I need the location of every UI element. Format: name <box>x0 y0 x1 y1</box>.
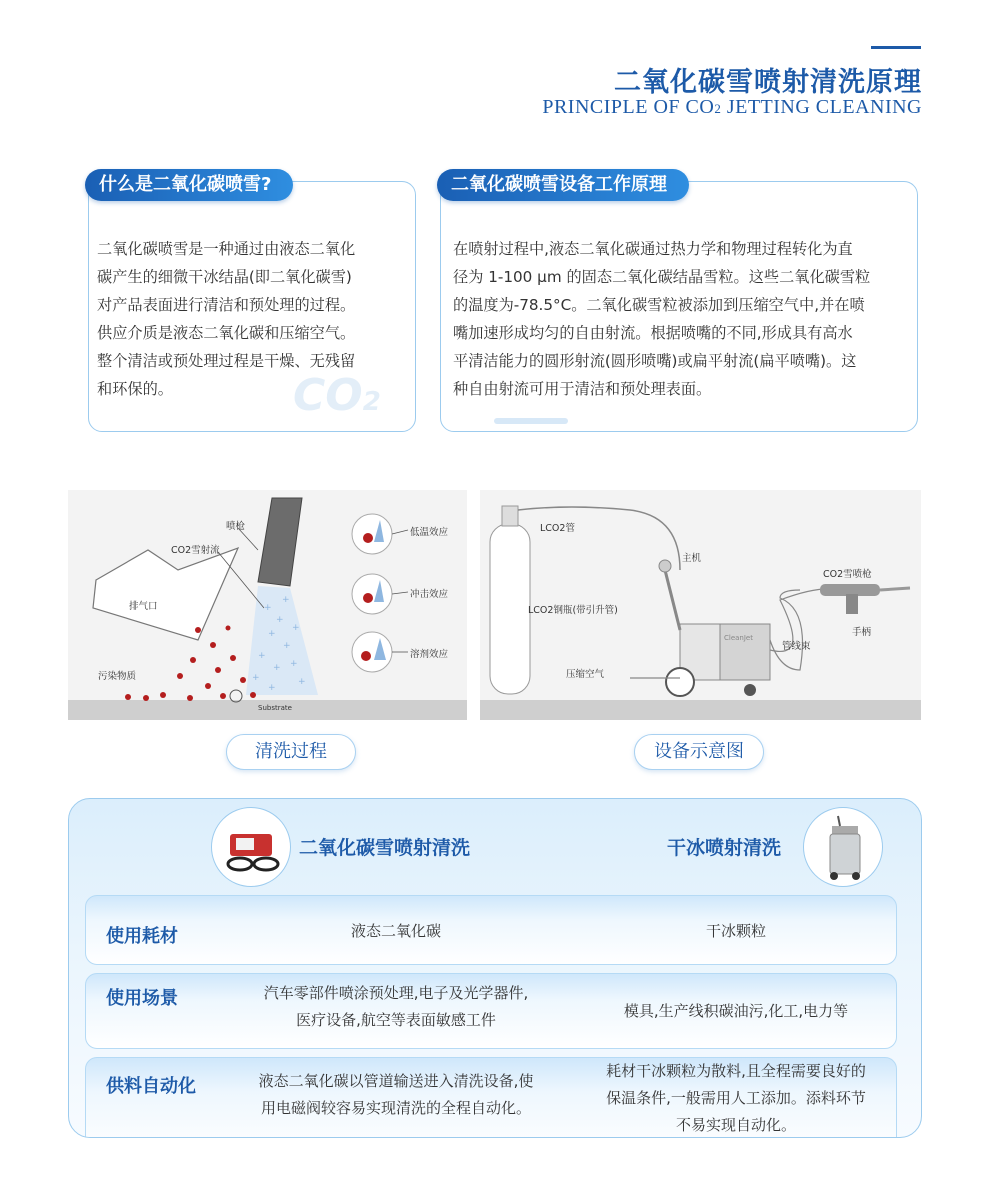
svg-text:+: + <box>276 615 284 625</box>
what-is-co2-snow-card <box>88 174 416 432</box>
text-line: 整个清洁或预处理过程是干燥、无残留 <box>97 352 356 370</box>
label-compressed-air: 压缩空气 <box>566 669 605 680</box>
text-line: 径为 1-100 μm 的固态二氧化碳结晶雪粒。这些二氧化碳雪粒 <box>453 268 871 286</box>
col2-title: 干冰喷射清洗 <box>667 837 782 859</box>
text-line: 在喷射过程中,液态二氧化碳通过热力学和物理过程转化为直 <box>453 240 853 258</box>
co2-machine-icon <box>212 808 291 887</box>
row-col2-text: 模具,生产线积碳油污,化工,电力等 <box>623 1002 849 1020</box>
label-host: 主机 <box>682 553 702 564</box>
row-col2-text: 耗材干冰颗粒为散料,且全程需要良好的 保温条件,一般需用人工添加。添料环节 不易实现自动化。 <box>606 1062 866 1134</box>
text-line: 种自由射流可用于清洁和预处理表面。 <box>453 380 712 398</box>
label-bundle: 管线束 <box>782 641 811 652</box>
label-cold-effect: 低温效应 <box>410 527 449 538</box>
row-label: 使用场景 <box>106 988 178 1009</box>
label-solvent-effect: 溶剂效应 <box>410 649 449 660</box>
card-tag: 什么是二氧化碳喷雪? <box>85 169 293 201</box>
label-contaminant: 污染物质 <box>98 671 137 682</box>
text-line: 供应介质是液态二氧化碳和压缩空气。 <box>97 324 356 342</box>
svg-text:+: + <box>268 683 276 693</box>
label-jet: CO2雪射流 <box>171 545 220 556</box>
co2-snow-machine-image <box>211 807 291 887</box>
label-exhaust: 排气口 <box>129 601 158 612</box>
card-tag: 二氧化碳喷雪设备工作原理 <box>437 169 689 201</box>
card-text <box>453 235 913 403</box>
svg-text:+: + <box>268 629 276 639</box>
equipment-diagram-caption: 设备示意图 <box>634 734 764 770</box>
comparison-panel <box>68 798 922 1138</box>
svg-text:+: + <box>298 677 306 687</box>
label-gun: CO2雪喷枪 <box>823 569 872 580</box>
svg-text:+: + <box>282 595 290 605</box>
text-line: 和环保的。 <box>97 380 173 398</box>
brand-text: CleanJet <box>724 634 753 642</box>
cleaning-process-caption: 清洗过程 <box>226 734 356 770</box>
svg-text:+: + <box>252 673 260 683</box>
title-accent-line <box>871 46 921 49</box>
text-line: 碳产生的细微干冰结晶(即二氧化碳雪) <box>97 268 352 286</box>
text-line: 对产品表面进行清洁和预处理的过程。 <box>97 296 356 314</box>
text-line: 的温度为-78.5°C。二氧化碳雪粒被添加到压缩空气中,并在喷 <box>453 296 865 314</box>
dry-ice-machine-icon <box>804 808 883 887</box>
subtitle-suffix: JETTING CLEANING <box>721 96 922 118</box>
comparison-row-consumable <box>85 895 897 965</box>
cleaning-process-illustration <box>68 490 467 720</box>
row-col1-text: 液态二氧化碳以管道输送进入清洗设备,使 用电磁阀较容易实现清洗的全程自动化。 <box>258 1072 534 1117</box>
label-substrate: Substrate <box>258 704 292 712</box>
label-lco2-pipe: LCO2管 <box>540 523 575 534</box>
cleaning-process-figure <box>68 490 467 720</box>
text-line: 平清洁能力的圆形射流(圆形喷嘴)或扁平射流(扁平喷嘴)。这 <box>453 352 857 370</box>
scroll-indicator <box>494 418 568 424</box>
row-col1-text: 液态二氧化碳 <box>350 922 441 940</box>
page-title: 二氧化碳雪喷射清洗原理 <box>614 67 922 98</box>
row-label: 使用耗材 <box>106 926 178 947</box>
subtitle-subscript: 2 <box>714 101 722 116</box>
comparison-row-scenario <box>85 973 897 1049</box>
svg-text:+: + <box>258 651 266 661</box>
page-subtitle <box>542 96 922 119</box>
label-handle: 手柄 <box>852 627 872 638</box>
label-cylinder: LCO2钢瓶(带引升管) <box>528 605 618 616</box>
co2-watermark-icon: CO2 <box>293 370 381 421</box>
equipment-diagram-figure <box>480 490 921 720</box>
svg-text:+: + <box>290 659 298 669</box>
row-label: 供料自动化 <box>106 1076 196 1097</box>
svg-text:+: + <box>283 641 291 651</box>
label-impact-effect: 冲击效应 <box>410 589 449 600</box>
equipment-principle-card <box>440 174 918 432</box>
label-nozzle: 喷枪 <box>226 521 246 532</box>
svg-text:+: + <box>264 603 272 613</box>
card-text <box>97 235 407 403</box>
text-line: 二氧化碳喷雪是一种通过由液态二氧化 <box>97 240 356 258</box>
text-line: 嘴加速形成均匀的自由射流。根据喷嘴的不同,形成具有高水 <box>453 324 853 342</box>
subtitle-prefix: PRINCIPLE OF CO <box>542 96 715 118</box>
col1-title: 二氧化碳雪喷射清洗 <box>299 837 471 859</box>
row-col2-text: 干冰颗粒 <box>705 922 766 940</box>
svg-text:+: + <box>292 623 300 633</box>
svg-text:+: + <box>273 663 281 673</box>
row-col1-text: 汽车零部件喷涂预处理,电子及光学器件, 医疗设备,航空等表面敏感工件 <box>263 984 529 1029</box>
comparison-row-automation <box>85 1057 897 1138</box>
dry-ice-machine-image <box>803 807 883 887</box>
